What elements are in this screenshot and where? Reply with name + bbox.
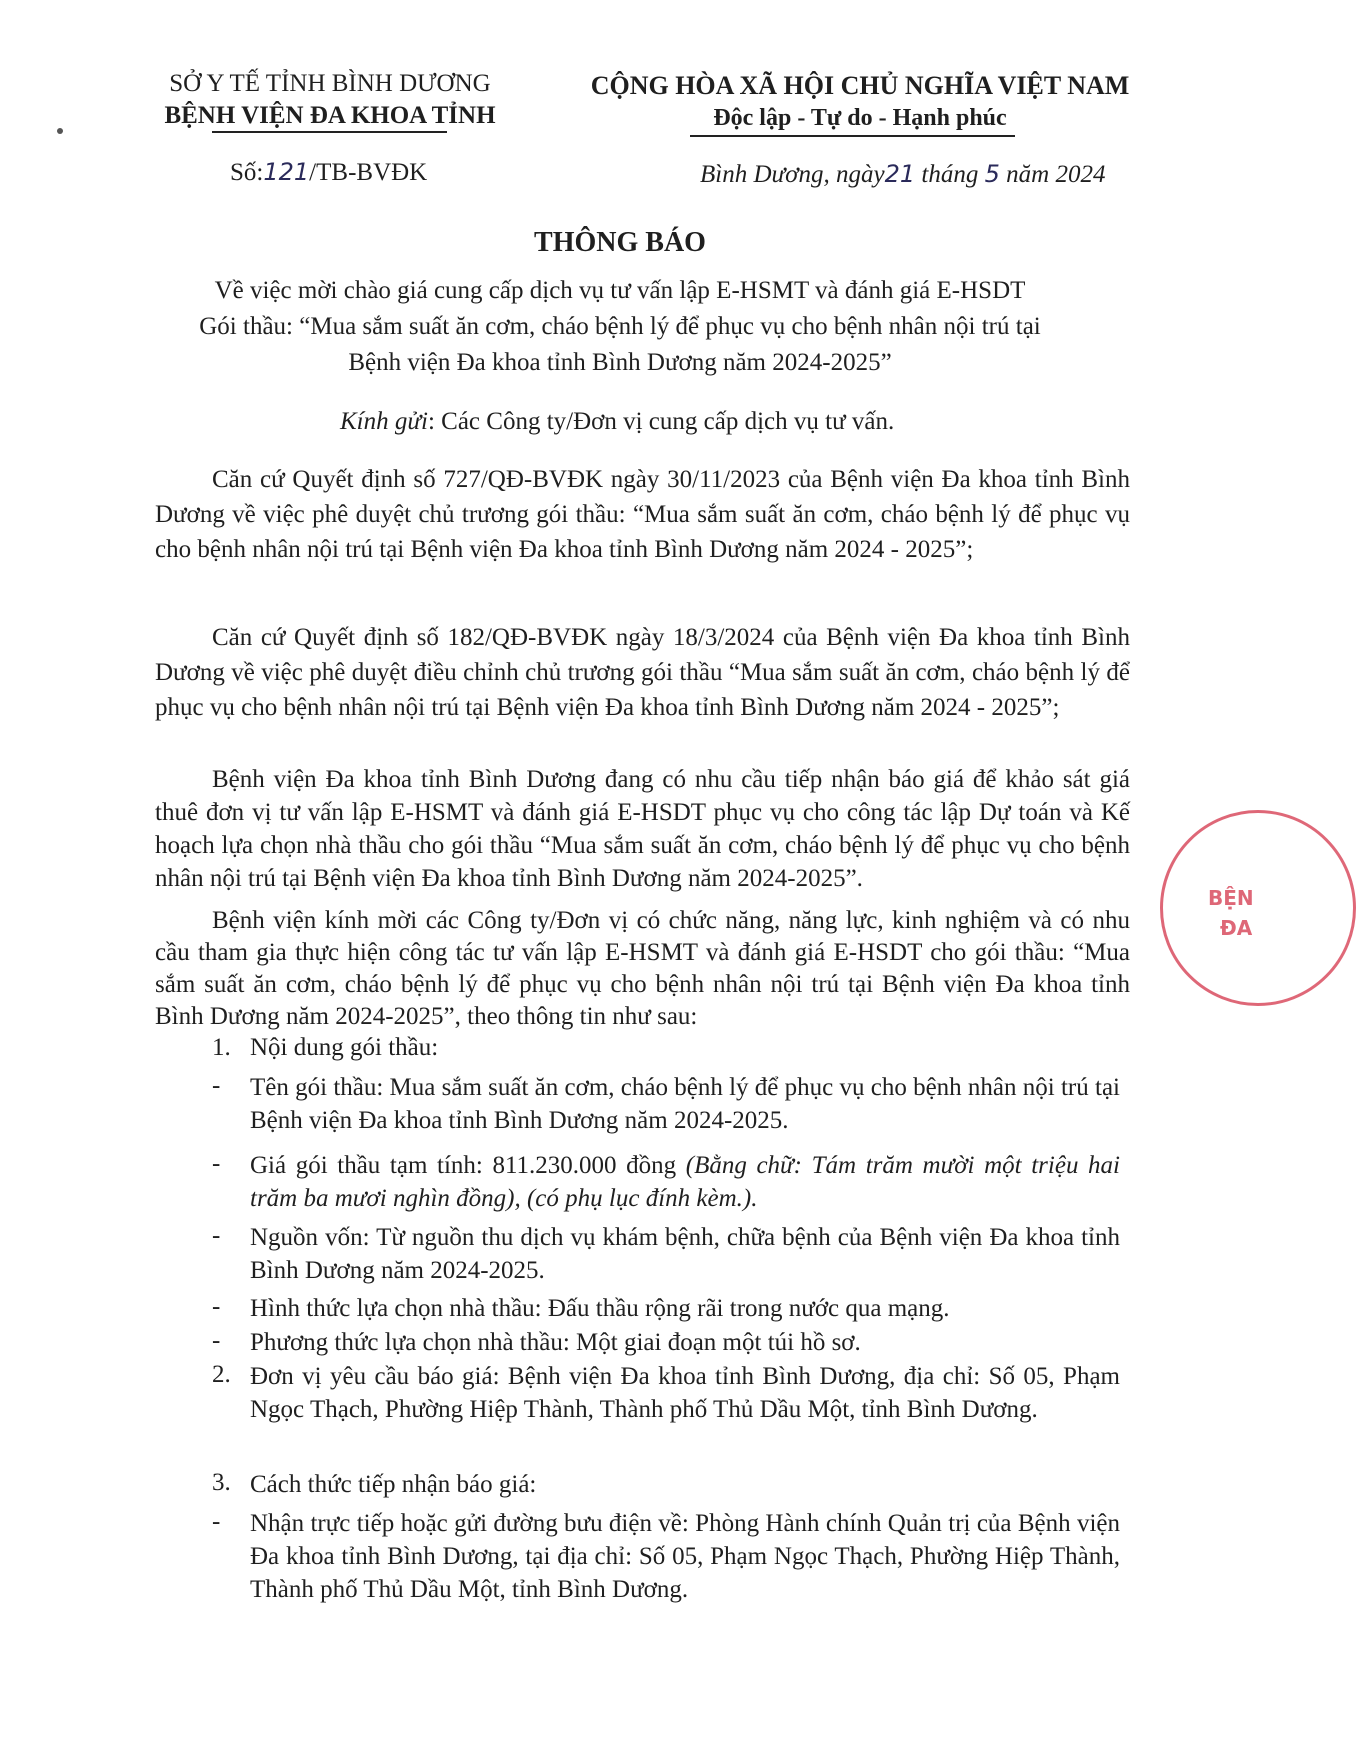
bullet-dash: -	[212, 1508, 221, 1535]
national-motto: Độc lập - Tự do - Hạnh phúc	[713, 105, 1007, 131]
subject-line: Bệnh viện Đa khoa tỉnh Bình Dương năm 2024-2025”	[348, 349, 892, 376]
bullet-dash: -	[212, 1222, 221, 1249]
national-heading	[560, 70, 1160, 134]
bullet-dash: -	[212, 1293, 221, 1320]
issuer-underline	[212, 131, 447, 133]
list-item: Nội dung gói thầu:	[250, 1034, 439, 1061]
scan-speck	[57, 128, 63, 134]
list-item: Phương thức lựa chọn nhà thầu: Một giai đoạn một túi hồ sơ.	[250, 1329, 861, 1356]
recipient-label: Kính gửi	[340, 408, 428, 435]
paragraph: Căn cứ Quyết định số 727/QĐ-BVĐK ngày 30/11/2023 của Bệnh viện Đa khoa tỉnh Bình Dương về việc phê duyệt chủ trương gói thầu: “Mua sắm suất ăn cơm, cháo bệnh lý để phục vụ cho bệnh nhân nội trú tại Bệnh viện Đa khoa tỉnh Bình Dương năm 2024 - 2025”;	[155, 466, 1130, 563]
subject-line: Về việc mời chào giá cung cấp dịch vụ tư vấn lập E-HSMT và đánh giá E-HSDT	[214, 277, 1026, 304]
paragraph: Bệnh viện Đa khoa tỉnh Bình Dương đang có nhu cầu tiếp nhận báo giá để khảo sát giá thuê đơn vị tư vấn lập E-HSMT và đánh giá E-HSDT phục vụ cho công tác lập Dự toán và Kế hoạch lựa chọn nhà thầu cho gói thầu “Mua sắm suất ăn cơm, cháo bệnh lý để phục vụ cho bệnh nhân nội trú tại Bệnh viện Đa khoa tỉnh Bình Dương năm 2024-2025”.	[155, 766, 1130, 892]
subject-line: Gói thầu: “Mua sắm suất ăn cơm, cháo bệnh lý để phục vụ cho bệnh nhân nội trú tại	[199, 313, 1041, 340]
list-item: Nhận trực tiếp hoặc gửi đường bưu điện về: Phòng Hành chính Quản trị của Bệnh viện Đa khoa tỉnh Bình Dương, tại địa chỉ: Số 05, Phạm Ngọc Thạch, Phường Hiệp Thành, Thành phố Thủ Dầu Một, tỉnh Bình Dương.	[250, 1510, 1120, 1603]
country-name: CỘNG HÒA XÃ HỘI CHỦ NGHĨA VIỆT NAM	[590, 71, 1130, 100]
item-number: 3.	[212, 1469, 231, 1496]
list-item: Tên gói thầu: Mua sắm suất ăn cơm, cháo bệnh lý để phục vụ cho bệnh nhân nội trú tại Bệnh viện Đa khoa tỉnh Bình Dương năm 2024-2025.	[250, 1074, 1120, 1134]
seal-text: BỆN ĐA	[1208, 886, 1254, 940]
document-title: THÔNG BÁO	[534, 227, 706, 258]
list-item: Nguồn vốn: Từ nguồn thu dịch vụ khám bệnh, chữa bệnh của Bệnh viện Đa khoa tỉnh Bình Dương năm 2024-2025.	[250, 1224, 1120, 1284]
item-number: 1.	[212, 1034, 231, 1061]
list-item: Hình thức lựa chọn nhà thầu: Đấu thầu rộng rãi trong nước qua mạng.	[250, 1295, 950, 1322]
recipient-line	[340, 408, 894, 436]
paragraph: Bệnh viện kính mời các Công ty/Đơn vị có chức năng, năng lực, kinh nghiệm và có nhu cầu tham gia thực hiện công tác tư vấn lập E-HSMT và đánh giá E-HSDT cho gói thầu: “Mua sắm suất ăn cơm, cháo bệnh lý để phục vụ cho bệnh nhân nội trú tại Bệnh viện Đa khoa tỉnh Bình Dương năm 2024-2025”, theo thông tin như sau:	[155, 907, 1130, 1030]
item-number: 2.	[212, 1361, 231, 1388]
motto-underline	[690, 135, 1015, 137]
bullet-dash: -	[212, 1327, 221, 1354]
handwritten-day: 21	[884, 160, 916, 188]
handwritten-number: 121	[263, 158, 310, 186]
handwritten-month: 5	[984, 160, 1000, 188]
issue-date: Bình Dương, ngày21 tháng 5 năm 2024	[700, 160, 1106, 188]
bullet-dash: -	[212, 1150, 221, 1177]
list-item: Cách thức tiếp nhận báo giá:	[250, 1471, 537, 1498]
official-seal	[1160, 810, 1356, 1006]
paragraph: Căn cứ Quyết định số 182/QĐ-BVĐK ngày 18/3/2024 của Bệnh viện Đa khoa tỉnh Bình Dương về việc phê duyệt điều chỉnh chủ trương gói thầu “Mua sắm suất ăn cơm, cháo bệnh lý để phục vụ cho bệnh nhân nội trú tại Bệnh viện Đa khoa tỉnh Bình Dương năm 2024 - 2025”;	[155, 624, 1130, 721]
recipient-text: : Các Công ty/Đơn vị cung cấp dịch vụ tư vấn.	[427, 408, 895, 435]
list-item: Đơn vị yêu cầu báo giá: Bệnh viện Đa khoa tỉnh Bình Dương, địa chỉ: Số 05, Phạm Ngọc Thạch, Phường Hiệp Thành, Thành phố Thủ Dầu Một, tỉnh Bình Dương.	[250, 1363, 1120, 1423]
document-subject	[140, 273, 1100, 381]
bullet-dash: -	[212, 1072, 221, 1099]
list-item: Giá gói thầu tạm tính: 811.230.000 đồng (Bằng chữ: Tám trăm mười một triệu hai trăm ba mươi nghìn đồng), (có phụ lục đính kèm.).	[250, 1152, 1120, 1212]
price-in-words: (Bằng chữ: Tám trăm mười một triệu hai trăm ba mươi nghìn đồng), (có phụ lục đính kèm.).	[250, 1152, 1120, 1212]
document-number: Số:121/TB-BVĐK	[230, 158, 428, 186]
agency-name: SỞ Y TẾ TỈNH BÌNH DƯƠNG	[169, 70, 491, 97]
issuer-block	[140, 68, 520, 132]
hospital-name: BỆNH VIỆN ĐA KHOA TỈNH	[164, 102, 496, 129]
